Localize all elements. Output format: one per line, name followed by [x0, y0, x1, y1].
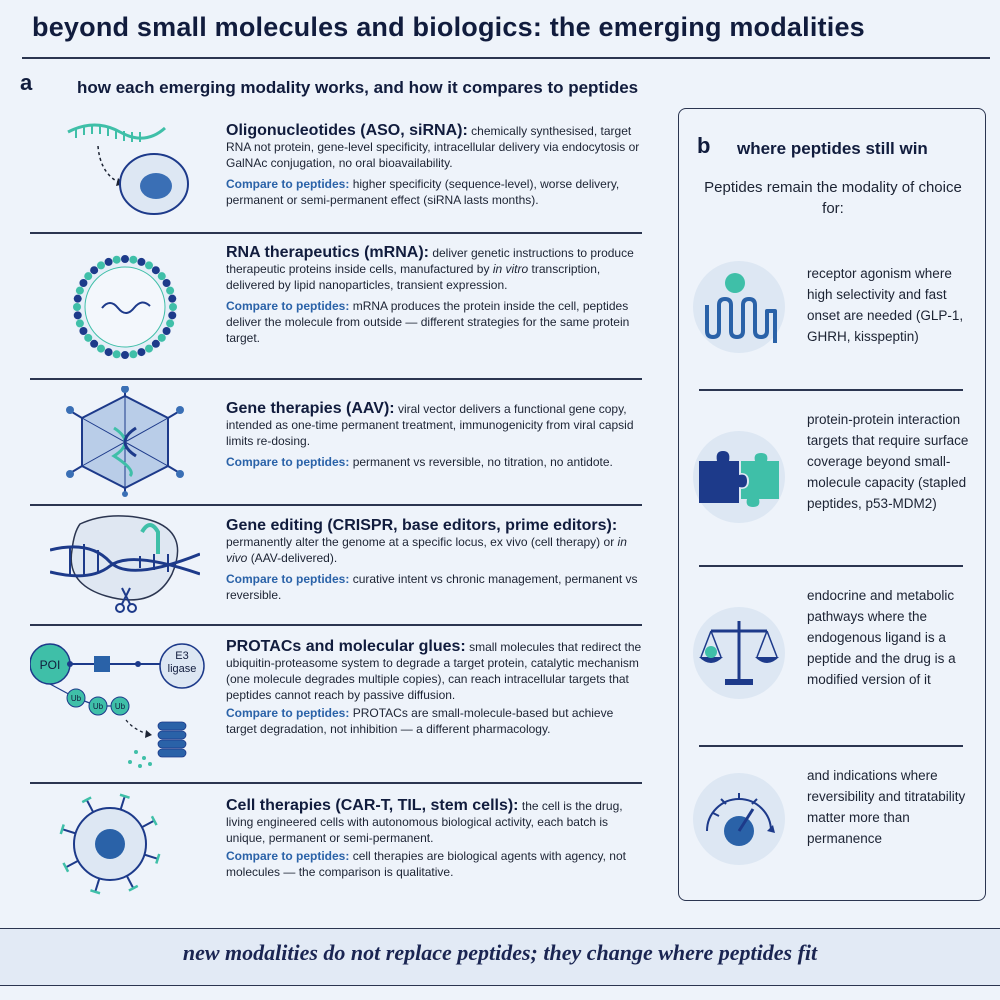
ub-label: Ub [92, 702, 104, 711]
compare-text: permanent vs reversible, no titration, no antidote. [352, 455, 613, 469]
car-t-cell-icon [50, 788, 200, 900]
modality-title: Gene editing (CRISPR, base editors, prime editors): [226, 517, 618, 534]
compare-label: Compare to peptides: [226, 177, 350, 191]
peptides-win-panel [678, 108, 986, 901]
page-title: beyond small molecules and biologics: the emerging modalities [32, 12, 865, 42]
compare-label: Compare to peptides: [226, 299, 350, 313]
panel-b-letter: b [697, 133, 711, 158]
compare-text: curative intent vs chronic management, permanent vs reversible. [226, 572, 638, 602]
panel-a-letter: a [20, 70, 33, 95]
puzzle-icon [693, 431, 785, 523]
oligonucleotide-icon [50, 114, 200, 224]
compare-text: cell therapies are biological agents with agency, not molecules — the comparison is qualitative. [226, 849, 626, 879]
modality-title: Cell therapies (CAR-T, TIL, stem cells): [226, 797, 519, 814]
panel-b-intro: Peptides remain the modality of choice for: [704, 179, 962, 217]
poi-label: POI [39, 658, 61, 672]
balance-scale-icon [693, 607, 785, 699]
win-item-receptor-agonism [679, 245, 987, 385]
modality-description: small molecules that redirect the ubiquitin-proteasome system to degrade a target protein, catalytic mechanism (one molecule degrades multiple copies), can reach intracellular targets that peptides cannot reach by passive diffusion. [226, 640, 642, 702]
compare-text: mRNA produces the protein inside the cell, peptides deliver the molecule from outside — different strategies for the same protein target. [226, 299, 630, 345]
win-item-text: endocrine and metabolic pathways where the endogenous ligand is a peptide and the drug is a modified version of it [807, 588, 956, 687]
modality-row-gene-editing [30, 506, 642, 624]
modality-description: the cell is the drug, living engineered cells with autonomous biological activity, each batch is unique, permanent or semi-permanent. [226, 799, 623, 845]
modality-title: RNA therapeutics (mRNA): [226, 244, 429, 261]
modality-row-oligonucleotides [30, 108, 642, 232]
compare-text: higher specificity (sequence-level), worse delivery, permanent or semi-permanent effect (siRNA lasts months). [226, 177, 620, 207]
receptor-icon [693, 261, 785, 353]
modality-title: Gene therapies (AAV): [226, 400, 395, 417]
modality-row-mrna [30, 234, 642, 378]
modality-row-aav [30, 380, 642, 504]
win-item-ppi-targets [679, 391, 987, 563]
modality-title: PROTACs and molecular glues: [226, 638, 466, 655]
win-item-text: receptor agonism where high selectivity and fast onset are needed (GLP-1, GHRH, kisspeptin) [807, 266, 964, 344]
modality-description-rest: transcription, delivered by lipid nanoparticles, transient expression. [226, 262, 601, 292]
modality-text-protacs [226, 639, 642, 737]
panel-b-subtitle: where peptides still win [737, 139, 928, 158]
lipid-nanoparticle-icon [50, 242, 200, 372]
footer-takeaway: new modalities do not replace peptides; they change where peptides fit [182, 940, 818, 965]
modality-description-rest: (AAV-delivered). [250, 551, 338, 565]
modality-description: deliver genetic instructions to produce therapeutic proteins inside cells, manufactured by [226, 246, 634, 276]
compare-label: Compare to peptides: [226, 706, 350, 720]
win-item-reversibility [679, 747, 987, 897]
modality-text-aav [226, 401, 642, 470]
modality-description-italic: in vivo [226, 535, 627, 565]
compare-label: Compare to peptides: [226, 455, 350, 469]
modality-text-oligonucleotides [226, 123, 642, 208]
dial-icon [693, 773, 785, 865]
modality-text-gene-editing [226, 518, 642, 603]
modality-text-mrna [226, 245, 642, 346]
modality-description: chemically synthesised, target RNA not protein, gene-level specificity, intracellular delivery via endocytosis or GalNAc conjugation, no oral bioavailability. [226, 124, 640, 170]
modality-text-cell-therapies [226, 798, 642, 880]
modality-row-cell-therapies [30, 784, 642, 902]
panel-a-subtitle: how each emerging modality works, and how it compares to peptides [77, 78, 639, 97]
ub-label: Ub [114, 702, 126, 711]
ub-label: Ub [70, 694, 82, 703]
modality-description-italic: in vitro [492, 262, 529, 276]
title-divider [22, 57, 990, 59]
win-item-text: protein-protein interaction targets that require surface coverage beyond small-molecule capacity (stapled peptides, p53-MDM2) [807, 412, 969, 511]
protac-icon [30, 634, 220, 774]
modality-row-protacs [30, 626, 642, 782]
compare-text: PROTACs are small-molecule-based but achieve target degradation, not inhibition — a different pharmacology. [226, 706, 614, 736]
crispr-icon [50, 510, 200, 620]
modality-title: Oligonucleotides (ASO, siRNA): [226, 122, 468, 139]
modality-description: permanently alter the genome at a specific locus, ex vivo (cell therapy) or [226, 535, 615, 549]
compare-label: Compare to peptides: [226, 849, 350, 863]
win-item-endocrine-pathways [679, 567, 987, 743]
compare-label: Compare to peptides: [226, 572, 350, 586]
modality-description: viral vector delivers a functional gene copy, intended as one-time permanent treatment, immunogenicity from viral capsid limits re-dosing. [226, 402, 634, 448]
viral-capsid-icon [50, 386, 200, 498]
win-item-text: and indications where reversibility and titratability matter more than permanence [807, 768, 966, 846]
e3-ligase-label: E3 ligase [167, 650, 197, 675]
